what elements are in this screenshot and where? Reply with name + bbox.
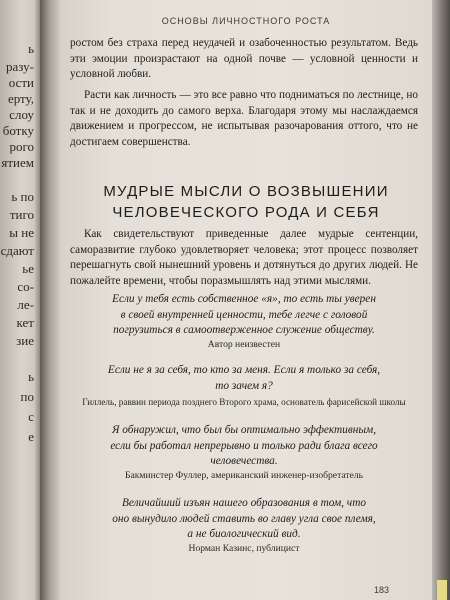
body-paragraph: ростом без страха перед неудачей и озабоченностью результатом. Ведь эти эмоции произрастают на одной почве — условной ценности и условной любви. [70, 37, 418, 81]
page-number: 183 [374, 585, 390, 595]
previous-page-fragment: разу- [6, 59, 34, 74]
previous-page-fragment: ы не [9, 225, 34, 240]
previous-page-fragment: ерту, [7, 91, 34, 106]
intro-paragraph: Как свидетельствуют приведенные далее мудрые сентенции, саморазвитие глубоко удовлетворяет человека; этот процесс позволяет перешагнуть свой нынешний уровень и дотянуться до других людей. Не пожалейте времени, чтобы поразмышлять над этими мыслями. [70, 228, 418, 287]
previous-page-fragment: ости [8, 75, 34, 90]
quote [70, 363, 418, 394]
quote [70, 496, 418, 543]
previous-page-fragment: тиго [9, 207, 34, 222]
previous-page-fragment: ь по [11, 189, 34, 204]
previous-page-fragment: слоу [9, 107, 34, 122]
quote-author: Автор неизвестен [207, 339, 281, 350]
previous-page-fragment: рого [9, 139, 34, 154]
previous-page-fragment: ле- [17, 297, 34, 312]
quote-author: Норман Казинс, публицист [188, 543, 300, 554]
previous-page-fragment: ь [28, 369, 34, 384]
quote-line: Если у тебя есть собственное «я», то есть ты уверен [112, 293, 376, 305]
quote-line: если бы работал непрерывно и только ради блага всего [110, 439, 378, 452]
quote-line: в своей внутренней ценности, тебе легче с головой [120, 308, 368, 321]
previous-page-fragment: е [28, 429, 34, 444]
previous-page-fragment: сдают [0, 243, 34, 258]
previous-page-fragment: по [20, 389, 34, 404]
previous-page-fragment: кет [16, 315, 34, 330]
previous-page-fragment: ь [28, 41, 34, 56]
previous-page-edge [0, 0, 40, 600]
quote-line: Я обнаружил, что был бы оптимально эффективным, [111, 424, 377, 436]
quote-line: оно вынудило людей ставить во главу угла свое племя, [112, 512, 376, 525]
book-gutter [40, 0, 62, 600]
quote-line: а не биологический вид. [187, 528, 301, 541]
running-head: ОСНОВЫ ЛИЧНОСТНОГО РОСТА [161, 16, 331, 26]
quote-line: Если не я за себя, то кто за меня. Если я только за себя, [107, 364, 381, 376]
previous-page-fragment: зие [16, 333, 34, 348]
section-title [60, 181, 432, 223]
section-title-line: ЧЕЛОВЕЧЕСКОГО РОДА И СЕБЯ [112, 204, 380, 221]
quote-line: то зачем я? [215, 379, 273, 392]
previous-page-fragment: с [28, 409, 34, 424]
previous-page-fragment: со- [17, 279, 34, 294]
quote-line: Величайший изъян нашего образования в том, что [121, 497, 366, 509]
bookmark-ribbon [437, 580, 447, 600]
previous-page-fragment: ье [22, 261, 34, 276]
page-block-edge [432, 0, 450, 600]
quote-author: Гиллель, раввин периода позднего Второго храма, основатель фарисейской школы [82, 397, 406, 407]
body-paragraph: Расти как личность — это все равно что подниматься по лестнице, но так и не доходить до самого верха. Благодаря этому мы наслаждаемся движением и прогрессом, не испытывая разочарования оттого, что не достигаем совершенства. [70, 89, 418, 148]
quote-line: погрузиться в самоотверженное служение обществу. [113, 324, 375, 337]
quote [70, 423, 418, 470]
quote-author: Бакминстер Фуллер, американский инженер-изобретатель [124, 470, 363, 481]
book-page [60, 0, 432, 600]
section-title-line: МУДРЫЕ МЫСЛИ О ВОЗВЫШЕНИИ [103, 183, 389, 200]
previous-page-fragment: ботку [2, 123, 34, 138]
quote [70, 292, 418, 339]
previous-page-fragment: ятием [1, 155, 34, 170]
quote-line: человечества. [210, 455, 278, 468]
